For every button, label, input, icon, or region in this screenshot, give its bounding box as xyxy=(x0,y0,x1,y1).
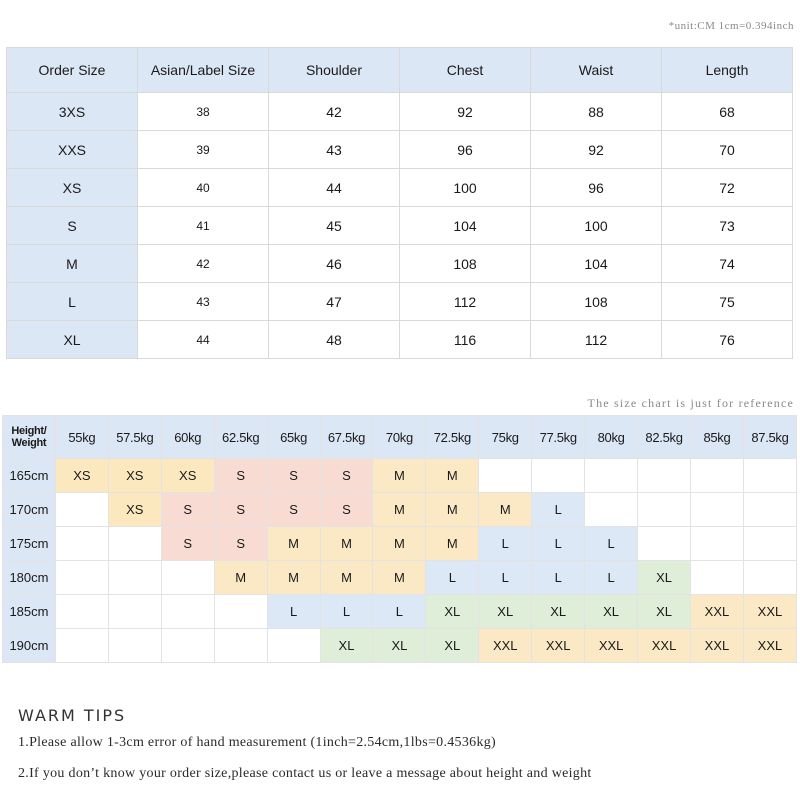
size-recommendation-cell: XXL xyxy=(690,595,743,629)
size-cell: L xyxy=(7,283,138,321)
size-cell: 68 xyxy=(662,93,793,131)
size-recommendation-cell: M xyxy=(426,493,479,527)
size-recommendation-cell: L xyxy=(373,595,426,629)
weight-header-cell: 87.5kg xyxy=(743,416,796,459)
size-cell: 43 xyxy=(269,131,400,169)
size-recommendation-cell: M xyxy=(426,459,479,493)
size-recommendation-cell: M xyxy=(214,561,267,595)
size-cell: 70 xyxy=(662,131,793,169)
height-weight-header xyxy=(3,416,797,459)
size-recommendation-cell xyxy=(638,527,691,561)
size-recommendation-cell xyxy=(479,459,532,493)
size-recommendation-cell xyxy=(690,561,743,595)
size-recommendation-cell: M xyxy=(320,527,373,561)
size-recommendation-cell: S xyxy=(161,527,214,561)
size-recommendation-cell: S xyxy=(214,459,267,493)
size-cell: S xyxy=(7,207,138,245)
size-header-cell: Waist xyxy=(531,48,662,93)
size-recommendation-cell: XXL xyxy=(479,629,532,663)
size-cell: 100 xyxy=(400,169,531,207)
size-cell: 38 xyxy=(138,93,269,131)
size-recommendation-cell: XL xyxy=(532,595,585,629)
size-recommendation-cell xyxy=(267,629,320,663)
size-recommendation-cell: M xyxy=(267,527,320,561)
height-row xyxy=(3,527,797,561)
size-recommendation-cell: L xyxy=(585,527,638,561)
size-recommendation-cell xyxy=(638,493,691,527)
weight-header-cell: 85kg xyxy=(690,416,743,459)
size-recommendation-cell: M xyxy=(373,527,426,561)
reference-note: The size chart is just for reference xyxy=(587,396,794,410)
height-row xyxy=(3,459,797,493)
size-recommendation-cell: L xyxy=(479,561,532,595)
size-recommendation-cell xyxy=(161,595,214,629)
size-cell: 92 xyxy=(400,93,531,131)
size-recommendation-cell: L xyxy=(320,595,373,629)
size-cell: XS xyxy=(7,169,138,207)
size-recommendation-cell xyxy=(161,561,214,595)
size-recommendation-cell: M xyxy=(373,561,426,595)
size-recommendation-cell: S xyxy=(214,527,267,561)
weight-header-cell: 72.5kg xyxy=(426,416,479,459)
size-recommendation-cell: XL xyxy=(426,595,479,629)
size-recommendation-cell xyxy=(690,459,743,493)
size-recommendation-cell: XS xyxy=(108,459,161,493)
size-cell: 116 xyxy=(400,321,531,359)
size-recommendation-cell: XL xyxy=(585,595,638,629)
weight-header-cell: 55kg xyxy=(55,416,108,459)
weight-header-cell: 57.5kg xyxy=(108,416,161,459)
size-recommendation-cell: M xyxy=(479,493,532,527)
size-recommendation-cell xyxy=(214,629,267,663)
size-recommendation-cell xyxy=(743,527,796,561)
size-cell: 75 xyxy=(662,283,793,321)
height-label: 185cm xyxy=(3,595,56,629)
height-row xyxy=(3,595,797,629)
size-cell: 40 xyxy=(138,169,269,207)
weight-header-cell: 60kg xyxy=(161,416,214,459)
size-recommendation-cell xyxy=(585,459,638,493)
size-cell: 3XS xyxy=(7,93,138,131)
size-recommendation-cell: S xyxy=(161,493,214,527)
height-label: 190cm xyxy=(3,629,56,663)
size-recommendation-cell: S xyxy=(214,493,267,527)
size-recommendation-cell: XXL xyxy=(638,629,691,663)
size-cell: XXS xyxy=(7,131,138,169)
size-recommendation-cell: M xyxy=(373,459,426,493)
size-recommendation-cell xyxy=(55,595,108,629)
size-recommendation-cell: L xyxy=(532,493,585,527)
size-recommendation-cell: L xyxy=(426,561,479,595)
size-cell: 72 xyxy=(662,169,793,207)
size-cell: 108 xyxy=(531,283,662,321)
height-label: 165cm xyxy=(3,459,56,493)
size-cell: 104 xyxy=(400,207,531,245)
height-label: 180cm xyxy=(3,561,56,595)
size-recommendation-cell: XXL xyxy=(690,629,743,663)
size-cell: 39 xyxy=(138,131,269,169)
size-recommendation-cell: XS xyxy=(55,459,108,493)
size-recommendation-cell: XL xyxy=(638,561,691,595)
tip-2: 2.If you don’t know your order size,please contact us or leave a message about height and weight xyxy=(18,766,592,781)
size-recommendation-cell xyxy=(532,459,585,493)
size-recommendation-cell xyxy=(690,527,743,561)
size-cell: 100 xyxy=(531,207,662,245)
size-row xyxy=(7,131,793,169)
unit-note: *unit:CM 1cm=0.394inch xyxy=(668,20,794,32)
size-header-cell: Shoulder xyxy=(269,48,400,93)
size-recommendation-cell xyxy=(161,629,214,663)
size-cell: 45 xyxy=(269,207,400,245)
size-recommendation-cell: XXL xyxy=(532,629,585,663)
height-weight-table xyxy=(2,415,797,663)
size-cell: M xyxy=(7,245,138,283)
size-cell: 73 xyxy=(662,207,793,245)
size-cell: 41 xyxy=(138,207,269,245)
size-recommendation-cell xyxy=(108,561,161,595)
size-cell: 76 xyxy=(662,321,793,359)
size-recommendation-cell: XL xyxy=(479,595,532,629)
size-cell: 46 xyxy=(269,245,400,283)
size-row xyxy=(7,321,793,359)
size-recommendation-cell: L xyxy=(585,561,638,595)
size-recommendation-cell: XXL xyxy=(585,629,638,663)
size-recommendation-cell: M xyxy=(373,493,426,527)
weight-header-cell: 70kg xyxy=(373,416,426,459)
size-cell: 104 xyxy=(531,245,662,283)
size-recommendation-cell xyxy=(55,561,108,595)
size-table xyxy=(6,47,793,359)
height-label: 170cm xyxy=(3,493,56,527)
size-recommendation-cell xyxy=(108,629,161,663)
size-cell: 88 xyxy=(531,93,662,131)
size-cell: 112 xyxy=(400,283,531,321)
size-recommendation-cell: M xyxy=(426,527,479,561)
size-recommendation-cell xyxy=(743,493,796,527)
height-label: 175cm xyxy=(3,527,56,561)
size-header-cell: Asian/Label Size xyxy=(138,48,269,93)
size-recommendation-cell: XL xyxy=(426,629,479,663)
size-cell: 47 xyxy=(269,283,400,321)
size-recommendation-cell xyxy=(690,493,743,527)
size-cell: 92 xyxy=(531,131,662,169)
size-cell: 44 xyxy=(138,321,269,359)
size-row xyxy=(7,169,793,207)
size-recommendation-cell: XL xyxy=(373,629,426,663)
weight-header-cell: 62.5kg xyxy=(214,416,267,459)
size-cell: 96 xyxy=(531,169,662,207)
size-recommendation-cell: XXL xyxy=(743,595,796,629)
warm-tips-title: WARM TIPS xyxy=(18,706,127,725)
size-recommendation-cell xyxy=(55,527,108,561)
size-cell: 48 xyxy=(269,321,400,359)
size-header-cell: Length xyxy=(662,48,793,93)
size-recommendation-cell: L xyxy=(267,595,320,629)
size-recommendation-cell xyxy=(55,629,108,663)
size-recommendation-cell xyxy=(214,595,267,629)
height-row xyxy=(3,493,797,527)
size-recommendation-cell xyxy=(108,595,161,629)
size-row xyxy=(7,245,793,283)
size-header-cell: Chest xyxy=(400,48,531,93)
size-recommendation-cell: XS xyxy=(108,493,161,527)
size-row xyxy=(7,207,793,245)
size-cell: 42 xyxy=(269,93,400,131)
height-weight-corner-label: Height/ Weight xyxy=(3,416,56,459)
size-table-header xyxy=(7,48,793,93)
size-cell: 112 xyxy=(531,321,662,359)
size-recommendation-cell xyxy=(743,561,796,595)
weight-header-cell: 65kg xyxy=(267,416,320,459)
weight-header-cell: 67.5kg xyxy=(320,416,373,459)
height-row xyxy=(3,561,797,595)
size-recommendation-cell xyxy=(585,493,638,527)
size-recommendation-cell: M xyxy=(267,561,320,595)
size-cell: 96 xyxy=(400,131,531,169)
size-cell: 42 xyxy=(138,245,269,283)
size-cell: 44 xyxy=(269,169,400,207)
size-recommendation-cell xyxy=(108,527,161,561)
weight-header-cell: 75kg xyxy=(479,416,532,459)
size-cell: XL xyxy=(7,321,138,359)
size-recommendation-cell: S xyxy=(267,493,320,527)
size-recommendation-cell: L xyxy=(532,561,585,595)
size-recommendation-cell: L xyxy=(479,527,532,561)
size-recommendation-cell: XXL xyxy=(743,629,796,663)
size-recommendation-cell xyxy=(55,493,108,527)
size-cell: 74 xyxy=(662,245,793,283)
size-recommendation-cell xyxy=(638,459,691,493)
size-row xyxy=(7,283,793,321)
weight-header-cell: 77.5kg xyxy=(532,416,585,459)
size-recommendation-cell: M xyxy=(320,561,373,595)
size-recommendation-cell: S xyxy=(320,459,373,493)
size-recommendation-cell: XL xyxy=(638,595,691,629)
size-recommendation-cell: S xyxy=(320,493,373,527)
weight-header-cell: 80kg xyxy=(585,416,638,459)
size-cell: 108 xyxy=(400,245,531,283)
weight-header-cell: 82.5kg xyxy=(638,416,691,459)
size-cell: 43 xyxy=(138,283,269,321)
size-header-cell: Order Size xyxy=(7,48,138,93)
size-recommendation-cell: XS xyxy=(161,459,214,493)
size-recommendation-cell: XL xyxy=(320,629,373,663)
tip-1: 1.Please allow 1-3cm error of hand measurement (1inch=2.54cm,1lbs=0.4536kg) xyxy=(18,735,497,750)
height-row xyxy=(3,629,797,663)
size-row xyxy=(7,93,793,131)
size-recommendation-cell: L xyxy=(532,527,585,561)
size-recommendation-cell xyxy=(743,459,796,493)
size-recommendation-cell: S xyxy=(267,459,320,493)
